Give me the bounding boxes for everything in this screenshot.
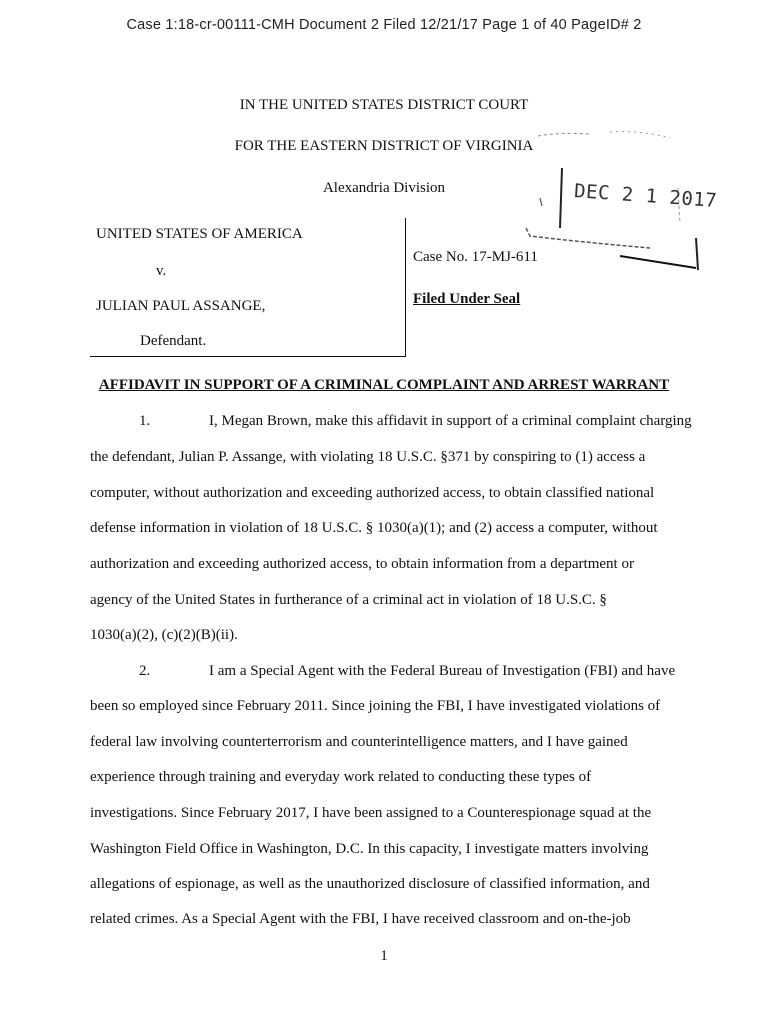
paragraph-line: been so employed since February 2011. Since joining the FBI, I have investigated violations of <box>90 698 661 714</box>
document-title: AFFIDAVIT IN SUPPORT OF A CRIMINAL COMPLAINT AND ARREST WARRANT <box>98 377 670 393</box>
paragraph-line: authorization and exceeding authorized access, to obtain information from a department or <box>90 556 634 572</box>
case-number: Case No. 17-MJ-611 <box>413 249 538 265</box>
case-header: Case 1:18-cr-00111-CMH Document 2 Filed 12/21/17 Page 1 of 40 PageID# 2 <box>126 17 642 33</box>
caption-vertical-rule <box>405 218 406 356</box>
paragraph-number: 2. <box>139 663 151 679</box>
court-division: Alexandria Division <box>322 180 446 196</box>
paragraph-line: experience through training and everyday work related to conducting these types of <box>90 769 592 785</box>
filed-under-seal: Filed Under Seal <box>413 291 521 307</box>
paragraph-line: agency of the United States in furtherance of a criminal act in violation of 18 U.S.C. § <box>90 592 607 608</box>
caption-horizontal-rule <box>90 356 406 357</box>
caption-versus: v. <box>156 263 167 279</box>
stamp-date: DEC 2 1 2017 <box>573 180 718 212</box>
caption-plaintiff: UNITED STATES OF AMERICA <box>96 226 303 242</box>
paragraph-line: 1030(a)(2), (c)(2)(B)(ii). <box>90 627 238 643</box>
court-name-line2: FOR THE EASTERN DISTRICT OF VIRGINIA <box>234 138 534 154</box>
paragraph-line: defense information in violation of 18 U.S.C. § 1030(a)(1); and (2) access a computer, without <box>90 520 658 536</box>
paragraph-line: investigations. Since February 2017, I have been assigned to a Counterespionage squad at the <box>90 805 652 821</box>
paragraph-line: allegations of espionage, as well as the unauthorized disclosure of classified information, and <box>90 876 650 892</box>
caption-defendant-name: JULIAN PAUL ASSANGE, <box>96 298 266 314</box>
caption-defendant-role: Defendant. <box>140 333 207 349</box>
paragraph-line: federal law involving counterterrorism and counterintelligence matters, and I have gained <box>90 734 628 750</box>
page-number: 1 <box>380 948 388 964</box>
paragraph-line: related crimes. As a Special Agent with the FBI, I have received classroom and on-the-job <box>90 911 631 927</box>
paragraph-line: the defendant, Julian P. Assange, with violating 18 U.S.C. §371 by conspiring to (1) access a <box>90 449 646 465</box>
paragraph-number: 1. <box>139 413 151 429</box>
paragraph-line: computer, without authorization and exceeding authorized access, to obtain classified national <box>90 485 655 501</box>
court-name-line1: IN THE UNITED STATES DISTRICT COURT <box>239 97 529 113</box>
paragraph-line: Washington Field Office in Washington, D.C. In this capacity, I investigate matters involving <box>90 841 649 857</box>
paragraph-line: I, Megan Brown, make this affidavit in support of a criminal complaint charging <box>209 413 692 429</box>
paragraph-line: I am a Special Agent with the Federal Bureau of Investigation (FBI) and have <box>209 663 676 679</box>
